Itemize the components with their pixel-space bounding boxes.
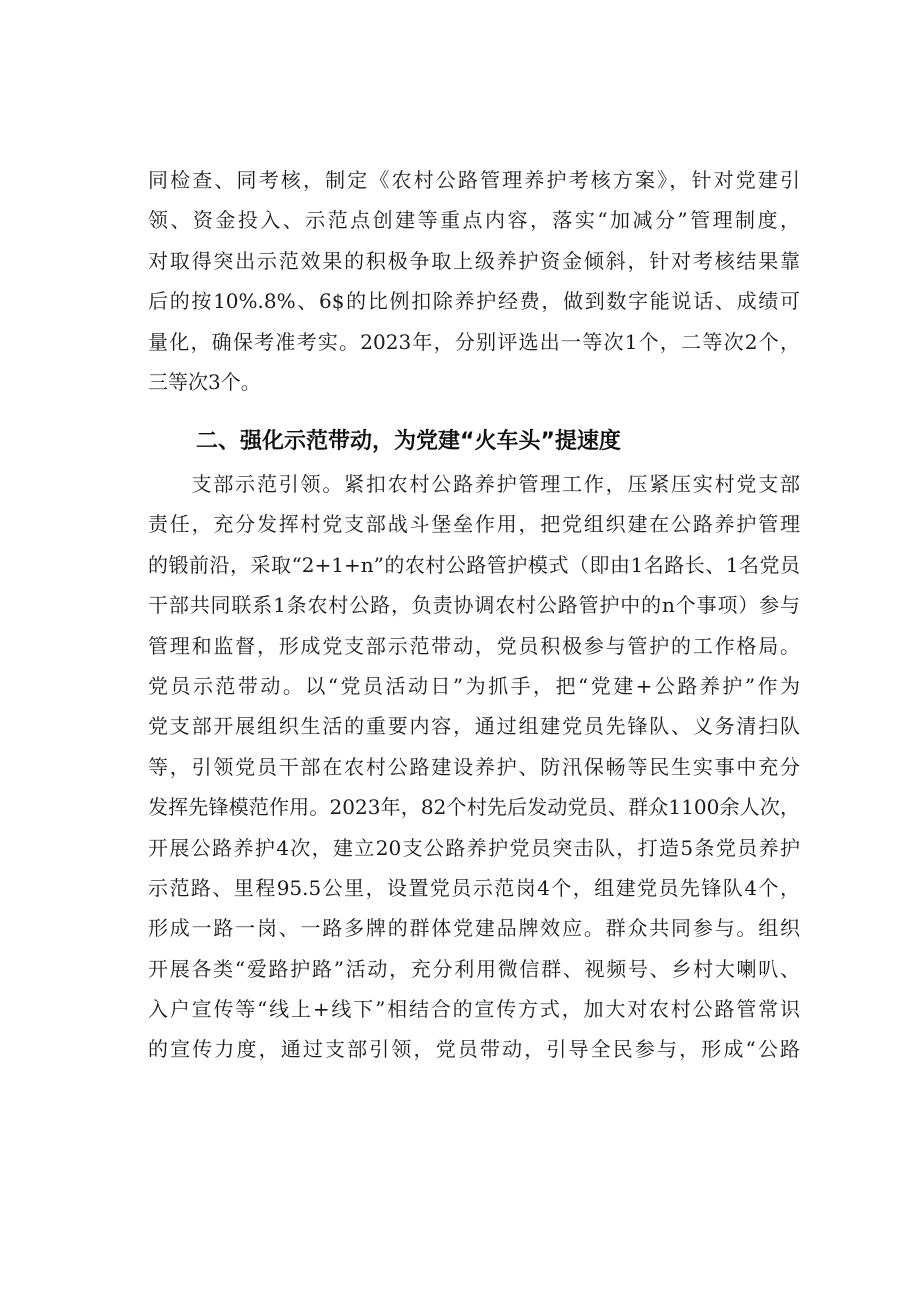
text-line: 管理和监督，形成党支部示范带动，党员积极参与管护的工作格局。 — [148, 633, 800, 658]
text-line: 量化，确保考准考实。2023年，分别评选出一等次1个，二等次2个， — [148, 329, 800, 354]
text-line: 的宣传力度，通过支部引领，党员带动，引导全民参与，形成“公路 — [148, 1037, 800, 1062]
text-line: 领、资金投入、示范点创建等重点内容，落实“加减分”管理制度， — [148, 208, 800, 233]
text-line: 同检查、同考核，制定《农村公路管理养护考核方案》，针对党建引 — [148, 168, 800, 192]
text-line: 三等次3个。 — [148, 369, 261, 394]
text-line: 干部共同联系1条农村公路，负责协调农村公路管护中的n个事项）参与 — [148, 593, 800, 618]
text-line: 党支部开展组织生活的重要内容，通过组建党员先锋队、义务清扫队 — [148, 714, 800, 739]
text-line: 入户宣传等“线上+线下”相结合的宣传方式，加大对农村公路管常识 — [148, 997, 800, 1022]
text-line: 开展各类“爱路护路”活动，充分利用微信群、视频号、乡村大喇叭、 — [148, 956, 800, 981]
text-line: 责任，充分发挥村党支部战斗堡垒作用，把党组织建在公路养护管理 — [148, 512, 800, 537]
text-line: 的锻前沿，采取“2+1+n”的农村公路管护模式（即由1名路长、1名党员 — [148, 552, 800, 577]
text-line: 支部示范引领。紧扣农村公路养护管理工作，压紧压实村党支部 — [148, 472, 800, 496]
paragraph-assessment — [148, 160, 800, 402]
text-line: 党员示范带动。以“党员活动日”为抓手，把“党建+公路养护”作为 — [148, 673, 800, 698]
text-line: 示范路、里程95.5公里，设置党员示范岗4个，组建党员先锋队4个， — [148, 875, 800, 900]
text-line: 后的按10%.8%、6$的比例扣除养护经费，做到数字能说话、成绩可 — [148, 289, 800, 314]
text-line: 对取得突出示范效果的积极争取上级养护资金倾斜，针对考核结果靠 — [148, 248, 800, 273]
section-heading: 二、强化示范带动，为党建“火车头”提速度 — [196, 429, 621, 454]
text-line: 开展公路养护4次，建立20支公路养护党员突击队，打造5条党员养护 — [148, 835, 800, 860]
text-line: 发挥先锋模范作用。2023年，82个村先后发动党员、群众1100余人次， — [148, 795, 800, 820]
text-line: 形成一路一岗、一路多牌的群体党建品牌效应。群众共同参与。组织 — [148, 916, 800, 941]
paragraph-demonstration — [148, 464, 800, 1070]
text-line: 等，引领党员干部在农村公路建设养护、防汛保畅等民生实事中充分 — [148, 754, 800, 779]
